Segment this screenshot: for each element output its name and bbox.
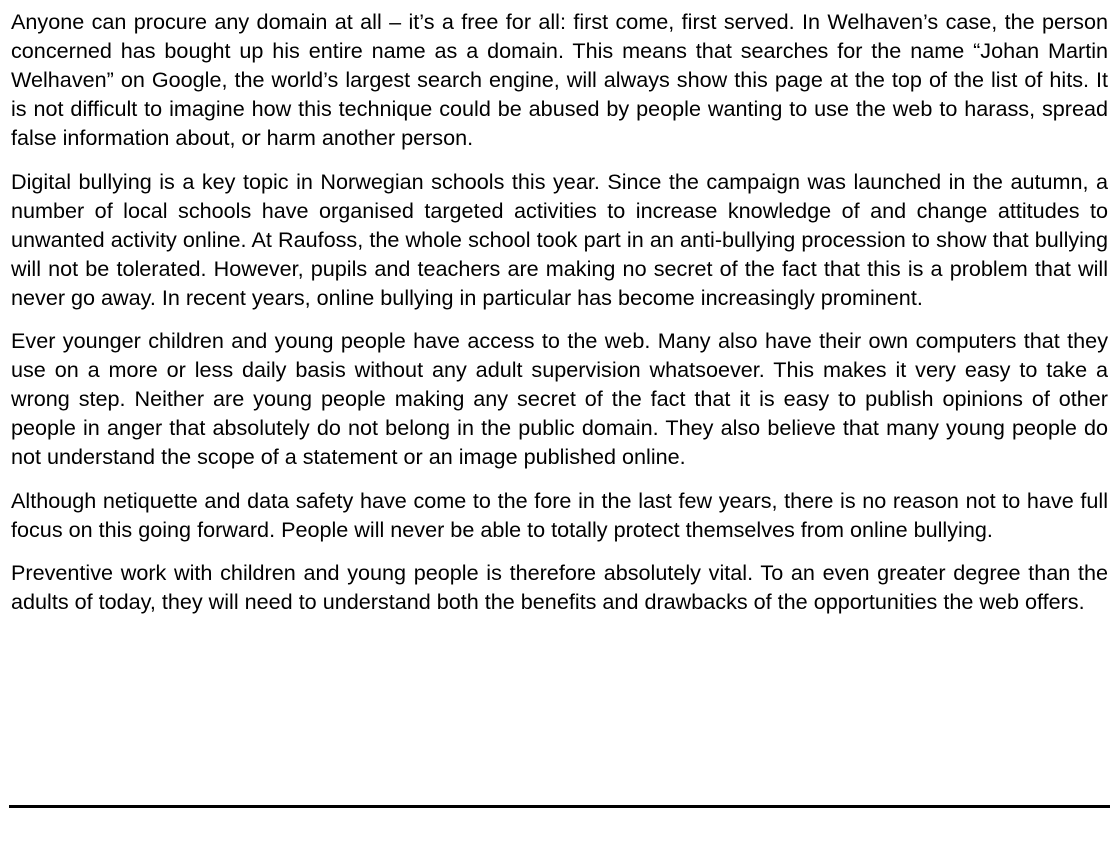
horizontal-rule — [9, 805, 1110, 808]
paragraph-netiquette: Although netiquette and data safety have come to the fore in the last few years, there is no reason not to have full focus on this going forward. People will never be able to totally protect themselves from online bullying. — [11, 487, 1108, 542]
paragraph-preventive-work: Preventive work with children and young people is therefore absolutely vital. To an even greater degree than the adults of today, they will need to understand both the benefits and drawbacks of the opportunities the web offers. — [11, 560, 1108, 614]
paragraph-young-people-web-access: Ever younger children and young people have access to the web. Many also have their own computers that they use on a more or less daily basis without any adult supervision whatsoever. This makes it very easy to take a wrong step. Neither are young people making any secret of the fact that it is easy to publish opinions of other people in anger that absolutely do not belong in the public domain. They also believe that many young people do not understand the scope of a statement or an image published online. — [11, 328, 1108, 469]
paragraph-digital-bullying: Digital bullying is a key topic in Norwegian schools this year. Since the campaign was launched in the autumn, a number of local schools have organised targeted activities to increase knowledge of and change attitudes to unwanted activity online. At Raufoss, the whole school took part in an anti-bullying procession to show that bullying will not be tolerated. However, pupils and teachers are making no secret of the fact that this is a problem that will never go away. In recent years, online bullying in particular has become increasingly prominent. — [11, 168, 1108, 310]
paragraph-domain-names: Anyone can procure any domain at all – it’s a free for all: first come, first served. In Welhaven’s case, the person concerned has bought up his entire name as a domain. This means that searches for the name “Johan Martin Welhaven” on Google, the world’s largest search engine, will always show this page at the top of the list of hits. It is not difficult to imagine how this technique could be abused by people wanting to use the web to harass, spread false information about, or harm another person. — [11, 9, 1108, 150]
document-body — [11, 7, 1108, 631]
